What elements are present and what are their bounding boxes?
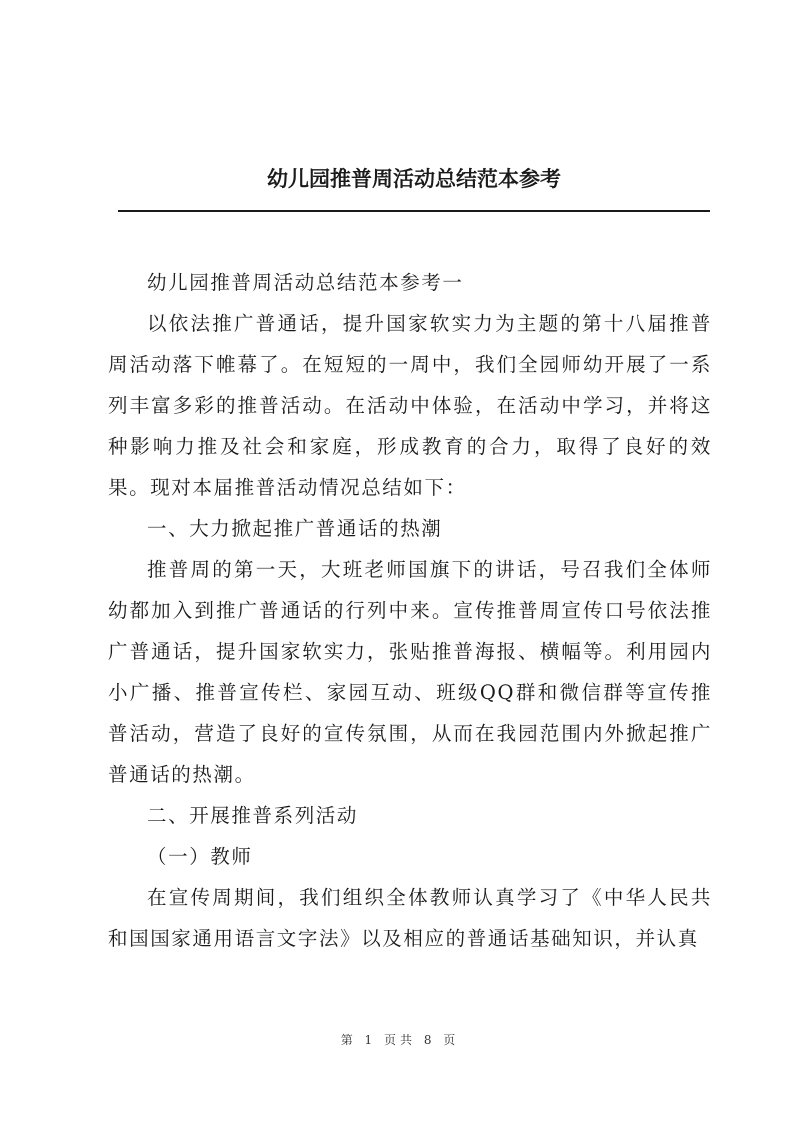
page-number-label: 第 1 页共 8 页 <box>340 1033 460 1047</box>
subsection-heading-teachers: （一）教师 <box>147 845 253 868</box>
paragraph-section-1: 推普周的第一天，大班老师国旗下的讲话，号召我们全体师幼都加入到推广普通话的行列中来。宣传推普周宣传口号依法推广普通话，提升国家软实力，张贴推普海报、横幅等。利用园内小广播、推普宣传栏、家园互动、班级QQ群和微信群等宣传推普活动，营造了良好的宣传氛围，从而在我园范围内外掀起推广普通话的热潮。 <box>108 558 712 786</box>
section-heading-2: 二、开展推普系列活动 <box>147 804 359 827</box>
document-title: 幼儿园推普周活动总结范本参考 <box>267 167 561 191</box>
paragraph-teachers: 在宣传周期间，我们组织全体教师认真学习了《中华人民共和国国家通用语言文字法》以及相应的普通话基础知识，并认真 <box>108 886 712 950</box>
title-divider <box>118 210 710 212</box>
paragraph-subtitle: 幼儿园推普周活动总结范本参考一 <box>147 271 464 294</box>
paragraph-intro: 以依法推广普通话，提升国家软实力为主题的第十八届推普周活动落下帷幕了。在短短的一周中，我们全园师幼开展了一系列丰富多彩的推普活动。在活动中体验，在活动中学习，并将这种影响力推及社会和家庭，形成教育的合力，取得了良好的效果。现对本届推普活动情况总结如下： <box>108 312 712 499</box>
section-heading-1: 一、大力掀起推广普通话的热潮 <box>147 517 443 540</box>
page-footer <box>0 1031 800 1048</box>
document-body <box>108 262 712 959</box>
